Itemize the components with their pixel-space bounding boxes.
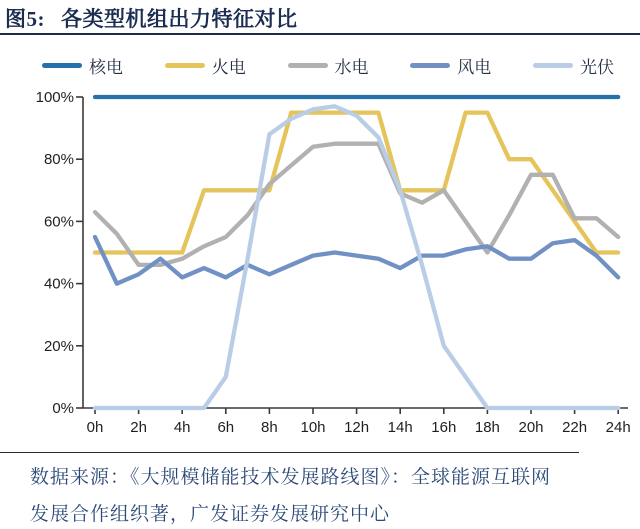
source-line-2: 发展合作组织著，广发证券发展研究中心 [30, 504, 391, 525]
figure-title-text: 各类型机组出力特征对比 [61, 7, 298, 31]
x-tick-label: 0h [86, 419, 104, 436]
figure-title [5, 3, 635, 33]
x-tick-label: 24h [605, 419, 631, 436]
x-tick-label: 18h [474, 419, 500, 436]
title-underline [0, 33, 640, 35]
x-tick-label: 8h [261, 419, 278, 436]
y-tick-label: 60% [43, 213, 74, 231]
legend-item-solar [533, 53, 614, 78]
legend-label-wind: 风电 [457, 58, 492, 77]
legend-swatch-hydro [288, 63, 328, 68]
legend-item-hydro [288, 53, 369, 78]
legend-item-nuclear [42, 53, 123, 78]
legend-swatch-solar [533, 63, 573, 68]
figure-number: 图5: [5, 7, 45, 31]
legend-label-solar: 光伏 [580, 58, 614, 77]
x-tick-label: 2h [130, 419, 147, 436]
y-tick-label: 0% [52, 400, 74, 417]
legend-item-thermal [165, 53, 246, 78]
x-tick-label: 20h [518, 419, 544, 436]
y-tick-label: 20% [43, 337, 74, 355]
y-tick-label: 80% [43, 151, 74, 169]
series-line-hydro [95, 144, 618, 265]
legend-label-thermal: 火电 [211, 58, 246, 77]
x-tick-label: 16h [431, 419, 457, 436]
x-tick-label: 14h [387, 419, 413, 436]
legend-swatch-thermal [165, 63, 205, 68]
x-tick-label: 10h [300, 419, 326, 436]
output-characteristics-line-chart [0, 78, 640, 450]
series-line-thermal [95, 113, 618, 253]
data-source-text [0, 453, 640, 529]
x-tick-label: 4h [173, 419, 191, 436]
y-tick-label: 40% [43, 275, 74, 293]
chart-legend [42, 53, 614, 78]
x-tick-label: 6h [217, 419, 235, 436]
source-footer [0, 452, 640, 529]
legend-label-hydro: 水电 [334, 58, 369, 77]
source-line-1: 数据来源：《大规模储能技术发展路线图》：全球能源互联网 [30, 467, 552, 488]
legend-swatch-nuclear [42, 63, 82, 68]
y-tick-label: 100% [35, 89, 74, 106]
x-tick-label: 22h [562, 419, 588, 436]
legend-label-nuclear: 核电 [89, 58, 123, 77]
x-tick-label: 12h [344, 419, 370, 436]
legend-swatch-wind [410, 63, 450, 68]
legend-item-wind [410, 53, 491, 78]
chart-area [0, 78, 640, 455]
